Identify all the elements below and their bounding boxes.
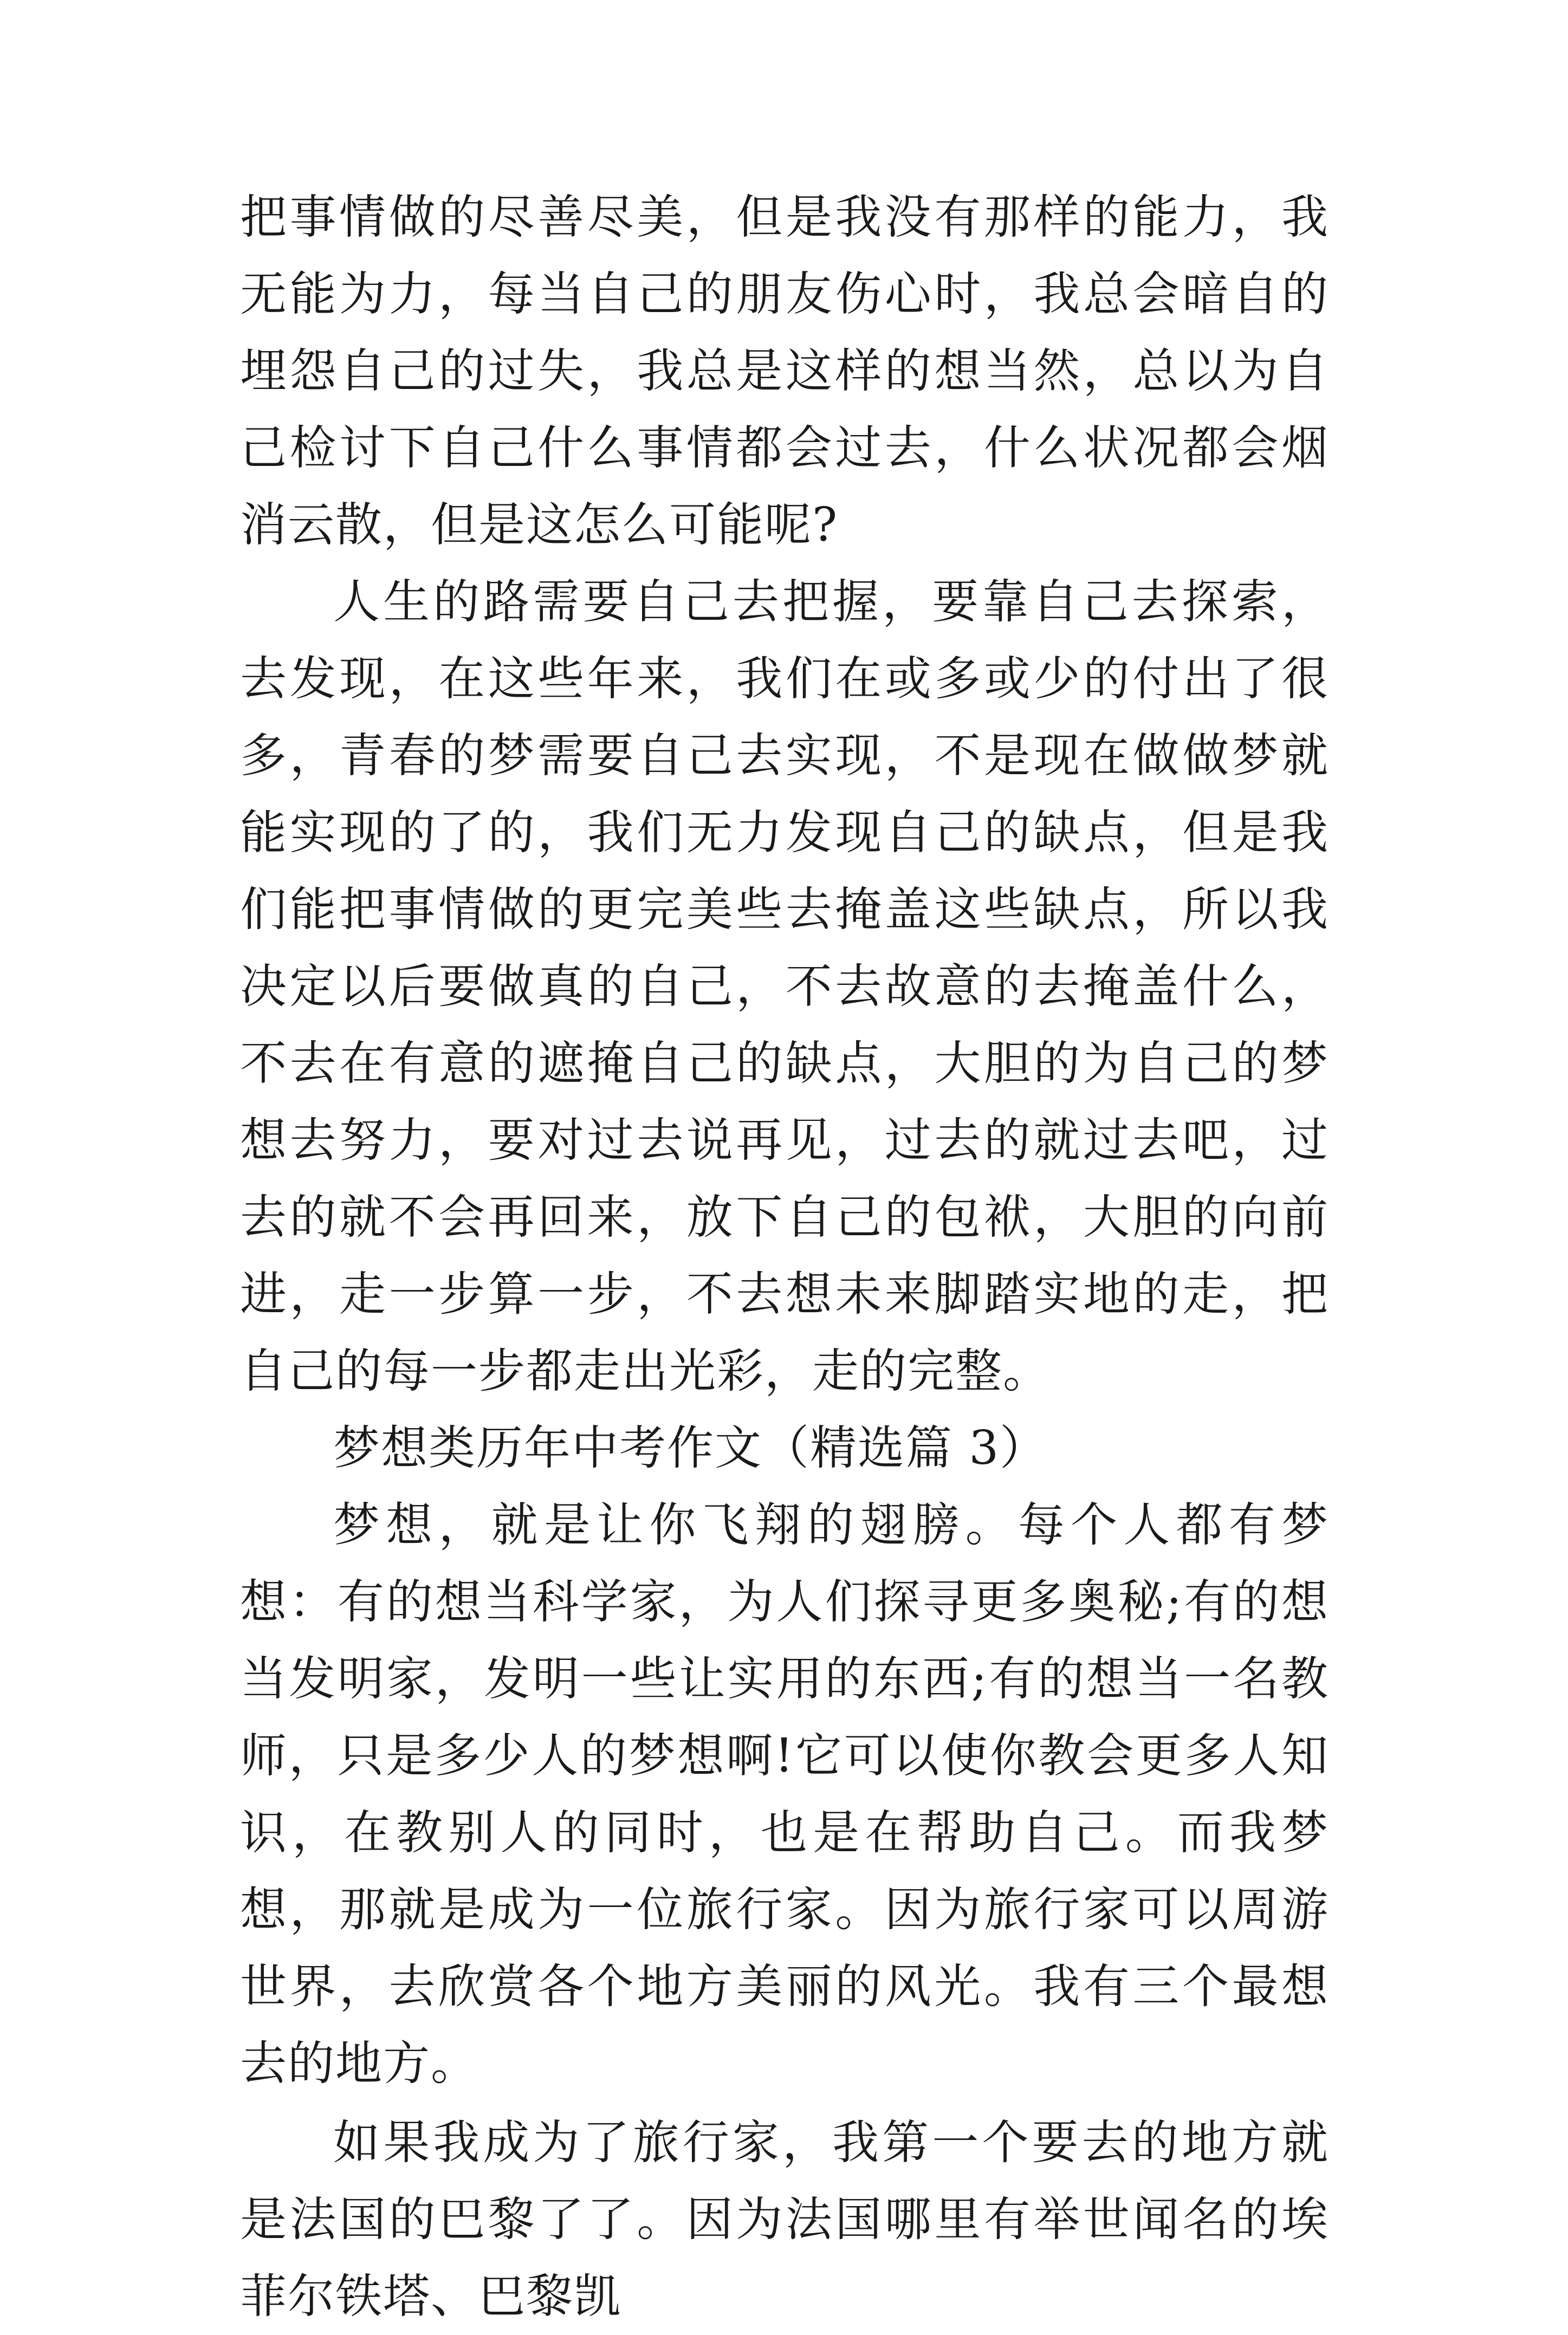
paragraph-2: 人生的路需要自己去把握，要靠自己去探索，去发现，在这些年来，我们在或多或少的付出了很多，青春的梦需要自己去实现，不是现在做做梦就能实现的了的，我们无力发现自己的缺点，但是我们能把事情做的更完美些去掩盖这些缺点，所以我决定以后要做真的自己，不去故意的去掩盖什么，不去在有意的遮掩自己的缺点，大胆的为自己的梦想去努力，要对过去说再见，过去的就过去吧，过去的就不会再回来，放下自己的包袱，大胆的向前进，走一步算一步，不去想未来脚踏实地的走，把自己的每一步都走出光彩，走的完整。 xyxy=(240,575,1329,1398)
paragraph-1: 把事情做的尽善尽美，但是我没有那样的能力，我无能为力，每当自己的朋友伤心时，我总会暗自的埋怨自己的过失，我总是这样的想当然，总以为自己检讨下自己什么事情都会过去，什么状况都会烟消云散，但是这怎么可能呢? xyxy=(240,190,1329,552)
section-heading: 梦想类历年中考作文（精选篇 3） xyxy=(333,1421,1048,1475)
paragraph-4: 如果我成为了旅行家，我第一个要去的地方就是法国的巴黎了了。因为法国哪里有举世闻名的埃菲尔铁塔、巴黎凯 xyxy=(240,2116,1329,2324)
document-body xyxy=(240,179,1329,2335)
paragraph-3: 梦想，就是让你飞翔的翅膀。每个人都有梦想：有的想当科学家，为人们探寻更多奥秘;有的想当发明家，发明一些让实用的东西;有的想当一名教师，只是多少人的梦想啊!它可以使你教会更多人知识，在教别人的同时，也是在帮助自己。而我梦想，那就是成为一位旅行家。因为旅行家可以周游世界，去欣赏各个地方美丽的风光。我有三个最想去的地方。 xyxy=(240,1498,1329,2091)
